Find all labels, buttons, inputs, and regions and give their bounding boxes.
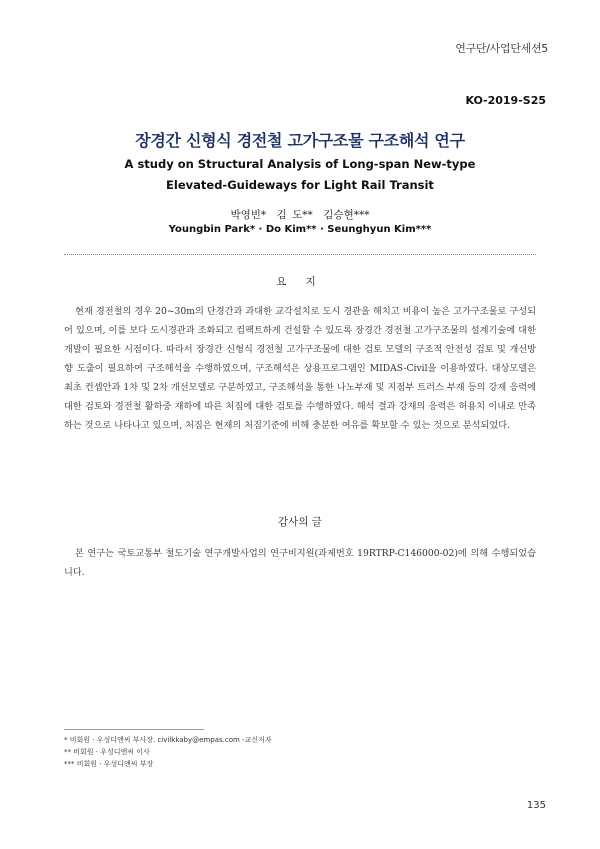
abstract-heading: 요 지 — [276, 276, 324, 288]
series-label: 연구단/사업단세션5 — [455, 42, 548, 55]
abstract-body: 현재 경전철의 경우 20~30m의 단경간과 과대한 교각설치로 도시 경관을 해치고 비용이 높은 고가구조물로 구성되어 있으며, 이를 보다 도시경관과 조화되고 컴팩트하게 건설할 수 있도록 장경간 경전철 고가구조물의 설계기술에 대한 개발이 필요한 시점이다. 따라서 장경간 신형식 경전철 고가구조물에 대한 검토 모델의 구조적 안전성 검토 및 개선방향 도출이 필요하여 구조해석을 수행하였으며, 구조해석은 상용프로그램인 MIDAS-Civil을 이용하였다. 대상모델은 최초 컨셉안과 1차 및 2차 개선모델로 구분하였고, 구조해석을 통한 나노부재 및 지점부 트러스 부재 등의 강재 응력에 대한 검토와 경전철 활하중 재하에 따른 처짐에 대한 검토를 수행하였다. 해석 결과 강재의 응력은 허용치 이내로 만족하는 것으로 나타나고 있으며, 처짐은 현재의 처짐기준에 비해 충분한 여유를 확보할 수 있는 것으로 분석되었다. — [64, 306, 536, 431]
authors-english: Youngbin Park* · Do Kim** · Seunghyun Kim*** — [168, 224, 432, 235]
footnote-rule — [64, 729, 204, 730]
section-divider — [64, 254, 536, 255]
page-number: 135 — [526, 800, 546, 811]
authors-korean: 박영빈* 김 도** 김승현*** — [230, 209, 370, 221]
footnote-1: * 비회원 · 우성디앤씨 부사장. civilkkaby@empas.com -교신저자 — [64, 736, 272, 744]
footnote-3: *** 비회원 · 우성디앤씨 부장 — [64, 760, 154, 768]
footnote-2: ** 비회원 · 우성디앤씨 이사 — [64, 748, 150, 756]
title-english-line1: A study on Structural Analysis of Long-span New-type — [124, 157, 476, 171]
acknowledgement-heading: 감사의 글 — [278, 516, 322, 528]
footnotes — [64, 734, 536, 770]
acknowledgement-body: 본 연구는 국토교통부 철도기술 연구개발사업의 연구비지원(과제번호 19RTRP-C146000-02)에 의해 수행되었습니다. — [64, 548, 536, 578]
paper-title-korean: 장경간 신형식 경전철 고가구조물 구조해석 연구 — [135, 131, 465, 150]
paper-code: KO-2019-S25 — [465, 94, 546, 107]
paper-title-english — [0, 154, 600, 196]
title-english-line2: Elevated-Guideways for Light Rail Transit — [166, 178, 434, 192]
